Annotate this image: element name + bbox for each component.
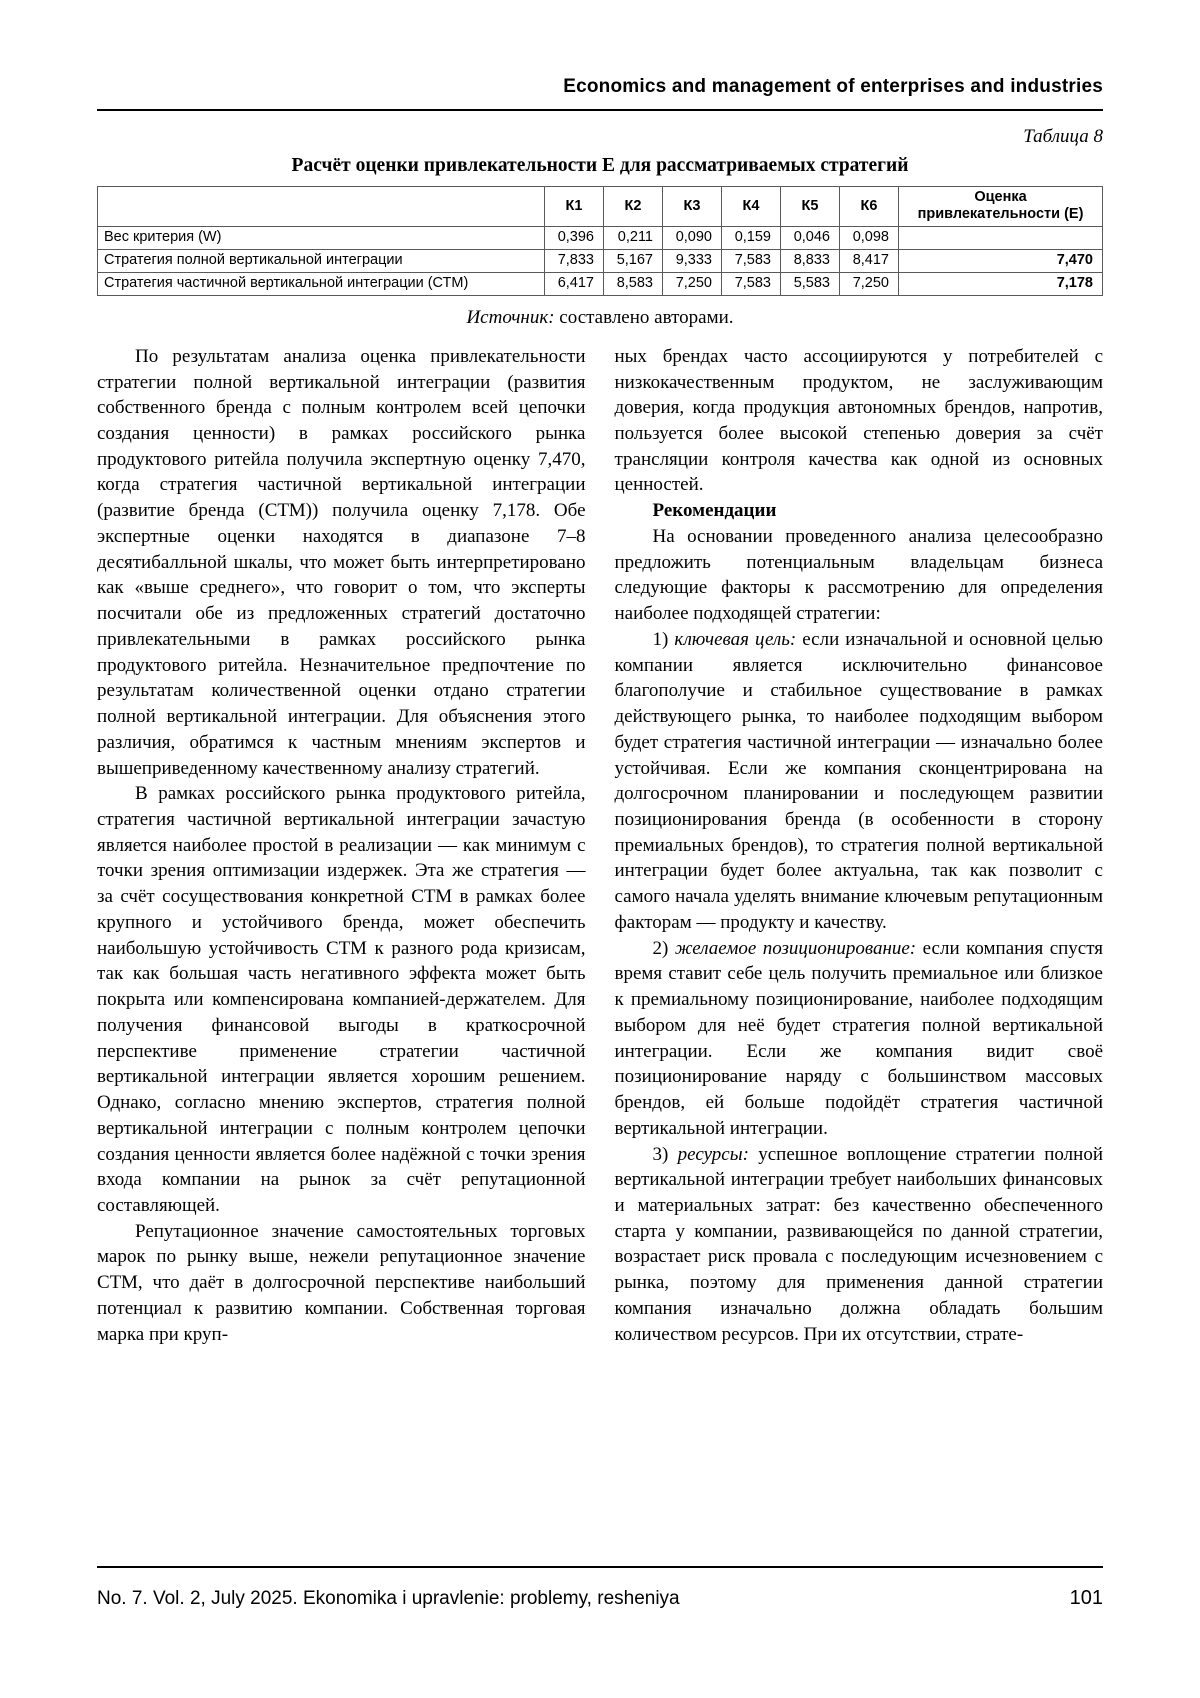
text-run: ключевая цель: bbox=[674, 628, 797, 650]
criterion-value-cell: 0,090 bbox=[663, 226, 722, 249]
table-row bbox=[98, 249, 1103, 272]
text-column-left bbox=[97, 344, 586, 1348]
paragraph bbox=[615, 1142, 1104, 1348]
e-score-cell: 7,470 bbox=[899, 249, 1103, 272]
paragraph bbox=[97, 344, 586, 781]
criterion-value-cell: 6,417 bbox=[545, 272, 604, 295]
criterion-value-cell: 0,211 bbox=[604, 226, 663, 249]
table-header-cell: Оценка привлекательности (Е) bbox=[899, 187, 1103, 227]
body-columns bbox=[97, 344, 1103, 1348]
row-label-cell: Стратегия полной вертикальной интеграции bbox=[98, 249, 545, 272]
text-run: желаемое позиционирование: bbox=[674, 937, 917, 959]
row-label-cell: Стратегия частичной вертикальной интеграции (СТМ) bbox=[98, 272, 545, 295]
criterion-value-cell: 0,098 bbox=[840, 226, 899, 249]
source-label: Источник: bbox=[466, 306, 555, 328]
criterion-value-cell: 0,046 bbox=[781, 226, 840, 249]
footer-journal-info: No. 7. Vol. 2, July 2025. Ekonomika i upravlenie: problemy, resheniya bbox=[97, 1588, 680, 1609]
criterion-value-cell: 8,583 bbox=[604, 272, 663, 295]
attractiveness-results-table bbox=[97, 186, 1103, 296]
table-header-row bbox=[98, 187, 1103, 227]
text-run: 1) bbox=[652, 628, 675, 650]
criterion-value-cell: 5,583 bbox=[781, 272, 840, 295]
text-run: Репутационное значение самостоятельных торговых марок по рынку выше, нежели репутационное значение СТМ, что даёт в долгосрочной перспективе наибольший потенциал к развитию компании. Собственная торговая марка при круп- bbox=[97, 1220, 586, 1345]
paragraph bbox=[615, 344, 1104, 498]
criterion-value-cell: 7,250 bbox=[663, 272, 722, 295]
footer-rule bbox=[97, 1566, 1103, 1568]
row-label-cell: Вес критерия (W) bbox=[98, 226, 545, 249]
paragraph bbox=[97, 781, 586, 1218]
criterion-value-cell: 0,396 bbox=[545, 226, 604, 249]
table-header-empty-cell bbox=[98, 187, 545, 227]
criterion-value-cell: 7,250 bbox=[840, 272, 899, 295]
text-run: В рамках российского рынка продуктового ритейла, стратегия частичной вертикальной интеграции зачастую является наиболее простой в реализации — как минимум с точки зрения оптимизации издержек. Эта же стратегия — за счёт сосуществования конкретной СТМ в рамках более крупного и устойчивого бренда, может обеспечить наибольшую устойчивость СТМ к разного рода кризисам, так как большая часть негативного эффекта может быть покрыта или компенсирована компанией-держателем. Для получения финансовой выгоды в краткосрочной перспективе применение стратегии частичной вертикальной интеграции является хорошим решением. Однако, согласно мнению экспертов, стратегия полной вертикальной интеграции с полным контролем цепочки создания ценности является более надёжной с точки зрения входа компании на рынок за счёт репутационной составляющей. bbox=[97, 783, 586, 1217]
paragraph bbox=[615, 627, 1104, 936]
criterion-value-cell: 9,333 bbox=[663, 249, 722, 272]
criterion-value-cell: 7,833 bbox=[545, 249, 604, 272]
section-heading bbox=[615, 498, 1104, 524]
table-title: Расчёт оценки привлекательности Е для рассматриваемых стратегий bbox=[291, 155, 909, 176]
e-score-cell: 7,178 bbox=[899, 272, 1103, 295]
table-caption-label: Таблица 8 bbox=[1023, 126, 1103, 147]
criterion-value-cell: 7,583 bbox=[722, 249, 781, 272]
table-header-cell: К6 bbox=[840, 187, 899, 227]
table-header-cell: К5 bbox=[781, 187, 840, 227]
footer bbox=[97, 1566, 1103, 1610]
criterion-value-cell: 0,159 bbox=[722, 226, 781, 249]
paragraph bbox=[615, 936, 1104, 1142]
paragraph bbox=[97, 1219, 586, 1348]
text-run: 3) bbox=[652, 1143, 678, 1165]
text-run: По результатам анализа оценка привлекательности стратегии полной вертикальной интеграции (развития собственного бренда с полным контролем всей цепочки создания ценности) в рамках российского рынка продуктового ритейла получила экспертную оценку 7,470, когда стратегия частичной вертикальной интеграции (развитие бренда (СТМ)) получила оценку 7,178. Обе экспертные оценки находятся в диапазоне 7–8 десятибалльной шкалы, что может быть интерпретировано как «выше среднего», что говорит о том, что эксперты посчитали обе из предложенных стратегий достаточно привлекательными в рамках российского рынка продуктового ритейла. Незначительное предпочтение по результатам количественной оценки отдано стратегии полной вертикальной интеграции. Для объяснения этого различия, обратимся к частным мнениям экспертов и вышеприведенному качественному анализу стратегий. bbox=[97, 345, 586, 779]
criterion-value-cell: 8,833 bbox=[781, 249, 840, 272]
table-header-cell: К2 bbox=[604, 187, 663, 227]
criterion-value-cell: 7,583 bbox=[722, 272, 781, 295]
table-row bbox=[98, 226, 1103, 249]
source-text: составлено авторами. bbox=[554, 306, 734, 328]
criterion-value-cell: 5,167 bbox=[604, 249, 663, 272]
text-column-right bbox=[615, 344, 1104, 1348]
text-run: На основании проведенного анализа целесообразно предложить потенциальным владельцам бизнеса следующие факторы к рассмотрению для определения наиболее подходящей стратегии: bbox=[614, 525, 1103, 625]
paragraph bbox=[615, 524, 1104, 627]
text-run: ных брендах часто ассоциируются у потребителей с низкокачественным продуктом, не заслуживающим доверия, когда продукция автономных брендов, напротив, пользуется более высокой степенью доверия за счёт трансляции контроля качества как одной из основных ценностей. bbox=[614, 345, 1103, 496]
footer-page-number: 101 bbox=[1069, 1587, 1103, 1609]
criterion-value-cell: 8,417 bbox=[840, 249, 899, 272]
table-row bbox=[98, 272, 1103, 295]
text-run: если компания спустя время ставит себе цель получить премиальное или близкое к премиальному позиционирование, наиболее подходящим выбором для неё будет стратегия полной вертикальной интеграции. Если же компания видит своё позиционирование наряду с большинством массовых брендов, ей больше подойдёт стратегия частичной вертикальной интеграции. bbox=[614, 937, 1104, 1139]
text-run: успешное воплощение стратегии полной вертикальной интеграции требует наибольших финансовых и материальных затрат: без качественно обеспеченного старта у компании, развивающейся по данной стратегии, возрастает риск провала с последующим исчезновением с рынка, поэтому для применения данной стратегии компания изначально должна обладать большим количеством ресурсов. При их отсутствии, страте- bbox=[614, 1143, 1103, 1345]
text-run: ресурсы: bbox=[677, 1143, 749, 1165]
e-score-cell bbox=[899, 226, 1103, 249]
table-source-line bbox=[97, 307, 1103, 329]
table-body bbox=[98, 226, 1103, 295]
text-run: Рекомендации bbox=[652, 500, 777, 522]
table-header-cell: К3 bbox=[663, 187, 722, 227]
text-run: 2) bbox=[652, 937, 675, 959]
running-head: Economics and management of enterprises and industries bbox=[563, 76, 1103, 97]
table-header-cell: К1 bbox=[545, 187, 604, 227]
table-header-cell: К4 bbox=[722, 187, 781, 227]
header-rule bbox=[97, 109, 1103, 111]
text-run: если изначальной и основной целью компании является исключительно финансовое благополучие и стабильное существование в рамках действующего рынка, то наиболее подходящим выбором будет стратегия частичной интеграции — изначально более устойчивая. Если же компания сконцентрирована на долгосрочном планировании и последующем развитии позиционирования бренда (в особенности в сторону премиальных брендов), то стратегия полной вертикальной интеграции будет более актуальна, так как позволит с самого начала уделять внимание ключевым репутационным факторам — продукту и качеству. bbox=[614, 628, 1104, 933]
